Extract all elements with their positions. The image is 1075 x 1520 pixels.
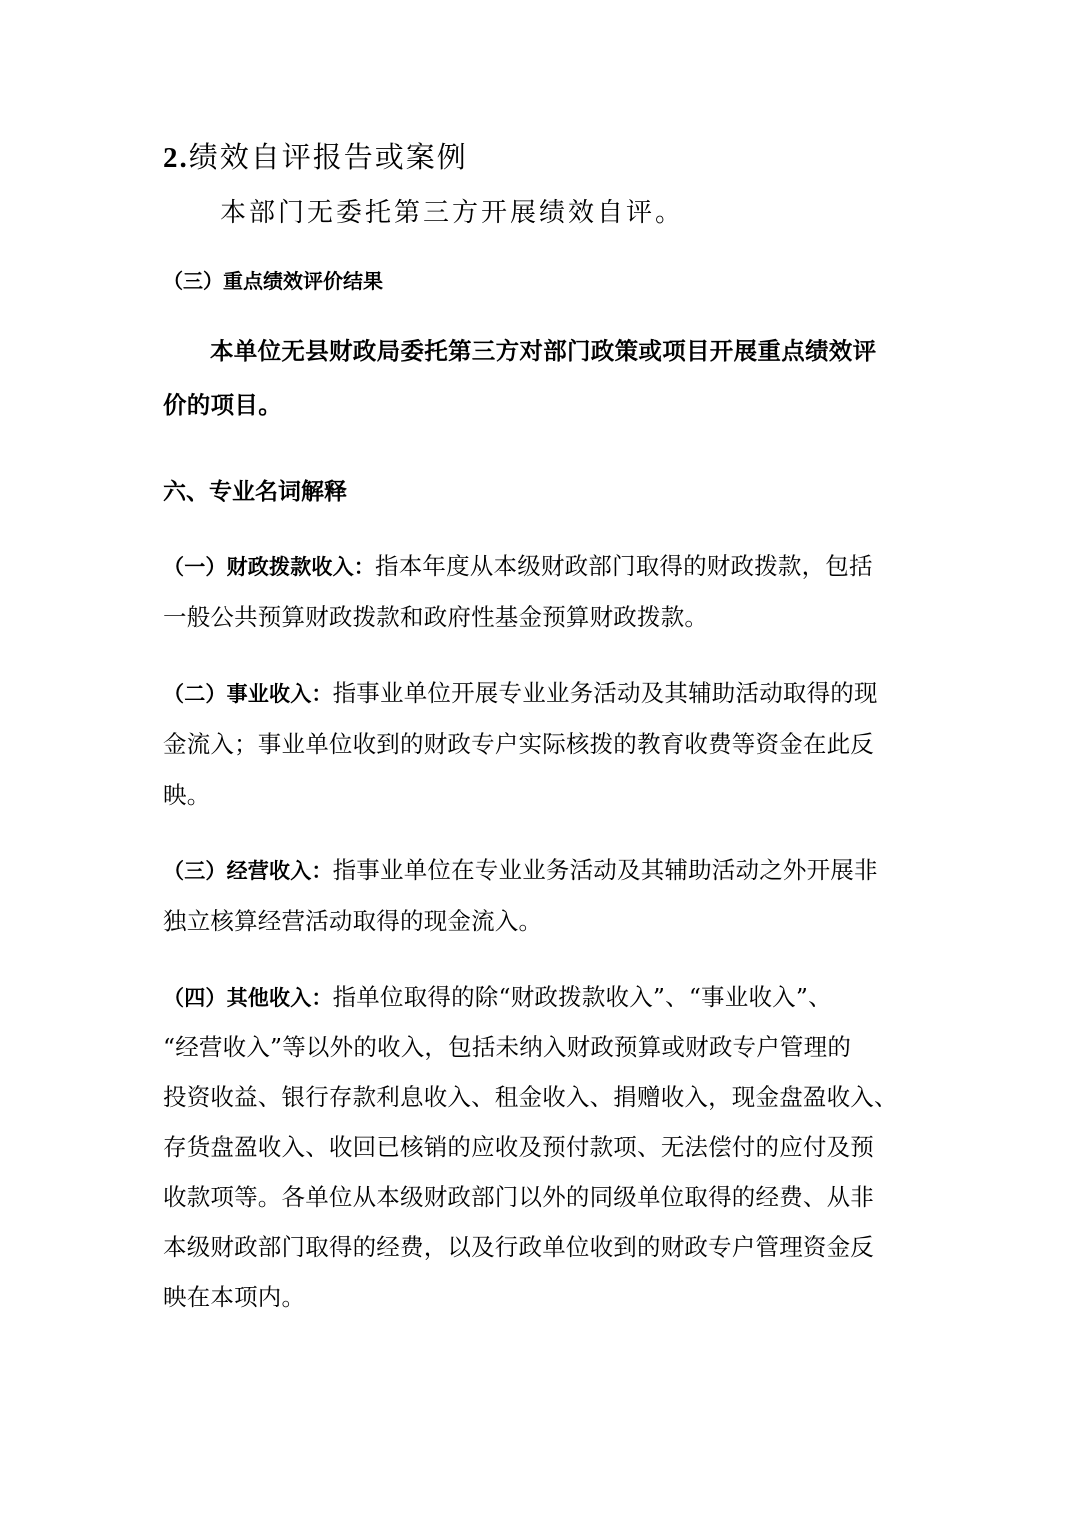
glossary-term-4-line-4: 存货盘盈收入、收回已核销的应收及预付款项、无法偿付的应付及预 — [163, 1133, 874, 1161]
glossary-term-text: 指单位取得的除“财政拨款收入”、“事业收入”、 — [332, 983, 832, 1011]
glossary-term-label: （四）其他收入： — [163, 985, 333, 1010]
heading-text: 绩效自评报告或案例 — [188, 140, 468, 174]
heading-number: 2. — [163, 142, 189, 174]
glossary-term-2-line-2: 金流入；事业单位收到的财政专户实际核拨的教育收费等资金在此反 — [163, 730, 874, 758]
self-evaluation-paragraph: 本部门无委托第三方开展绩效自评。 — [220, 198, 685, 228]
section-heading-performance-report — [163, 140, 468, 174]
glossary-term-4-line-6: 本级财政部门取得的经费，以及行政单位收到的财政专户管理资金反 — [163, 1233, 874, 1261]
glossary-term-text: 指本年度从本级财政部门取得的财政拨款，包括 — [375, 552, 873, 580]
section-heading-key-evaluation: （三）重点绩效评价结果 — [163, 269, 383, 293]
glossary-term-3-line-1 — [163, 856, 878, 884]
glossary-term-2-line-1 — [163, 679, 878, 707]
glossary-term-4-line-7: 映在本项内。 — [163, 1283, 306, 1311]
glossary-term-label: （一）财政拨款收入： — [163, 554, 375, 579]
glossary-term-1-line-2: 一般公共预算财政拨款和政府性基金预算财政拨款。 — [163, 603, 709, 631]
key-evaluation-line-2: 价的项目。 — [163, 391, 282, 419]
glossary-term-4-line-2: “经营收入”等以外的收入，包括未纳入财政预算或财政专户管理的 — [163, 1033, 852, 1061]
glossary-term-1-line-1 — [163, 552, 873, 580]
glossary-term-text: 指事业单位在专业业务活动及其辅助活动之外开展非 — [332, 856, 878, 884]
section-heading-glossary: 六、专业名词解释 — [163, 478, 347, 505]
glossary-term-label: （三）经营收入： — [163, 858, 333, 883]
glossary-term-2-line-3: 映。 — [163, 781, 211, 809]
glossary-term-3-line-2: 独立核算经营活动取得的现金流入。 — [163, 907, 543, 935]
glossary-term-text: 指事业单位开展专业业务活动及其辅助活动取得的现 — [332, 679, 878, 707]
glossary-term-4-line-5: 收款项等。各单位从本级财政部门以外的同级单位取得的经费、从非 — [163, 1183, 874, 1211]
glossary-term-label: （二）事业收入： — [163, 681, 333, 706]
glossary-term-4-line-1 — [163, 983, 832, 1011]
key-evaluation-line-1: 本单位无县财政局委托第三方对部门政策或项目开展重点绩效评 — [210, 337, 877, 365]
glossary-term-4-line-3: 投资收益、银行存款利息收入、租金收入、捐赠收入，现金盘盈收入、 — [163, 1083, 898, 1111]
